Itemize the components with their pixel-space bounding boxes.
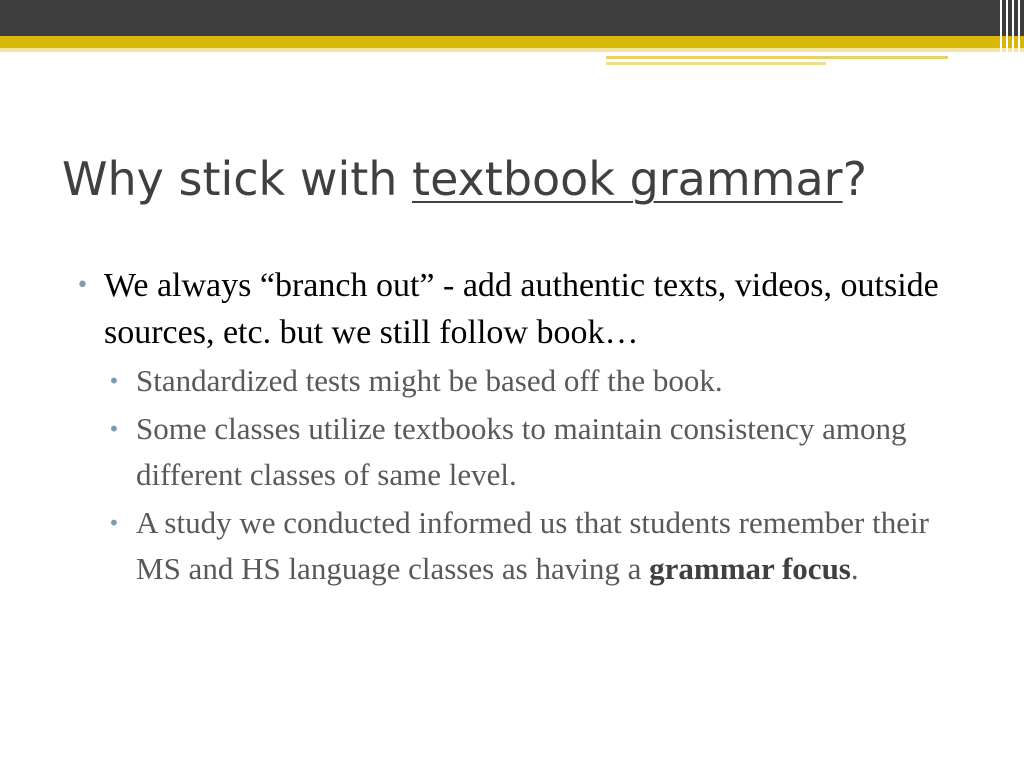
sub-bullet-text: A study we conducted informed us that students remember their MS and HS language classes as having a	[136, 505, 929, 586]
sub-bullet	[76, 358, 976, 404]
header-stripes	[996, 0, 1024, 70]
sub-bullet	[76, 500, 976, 592]
title-underlined: textbook grammar	[412, 152, 843, 206]
slide-title	[62, 152, 1002, 207]
title-prefix: Why stick with	[62, 152, 413, 206]
title-suffix: ?	[842, 152, 868, 206]
slide-body	[76, 262, 976, 592]
header-band-gold	[0, 36, 1024, 48]
bullet-dot: •	[76, 273, 89, 298]
header-accent-line	[606, 56, 948, 59]
bullet-dot: •	[108, 511, 120, 535]
bullet-dot: •	[108, 369, 120, 393]
header-band-light	[0, 48, 1024, 52]
header-band-dark	[0, 0, 1024, 36]
sub-bullet	[76, 406, 976, 498]
main-bullet	[76, 262, 976, 356]
sub-bullet-text-end: .	[850, 551, 859, 586]
main-bullet-text: We always “branch out” - add authentic texts, videos, outside sources, etc. but we still follow book…	[104, 267, 939, 351]
sub-bullet-text: Some classes utilize textbooks to maintain consistency among different classes of same level.	[136, 411, 907, 492]
sub-bullet-text: Standardized tests might be based off the book.	[136, 363, 723, 398]
header-accent-line-short	[606, 62, 826, 65]
bullet-dot: •	[108, 417, 120, 441]
bold-emphasis: grammar focus	[649, 551, 851, 586]
